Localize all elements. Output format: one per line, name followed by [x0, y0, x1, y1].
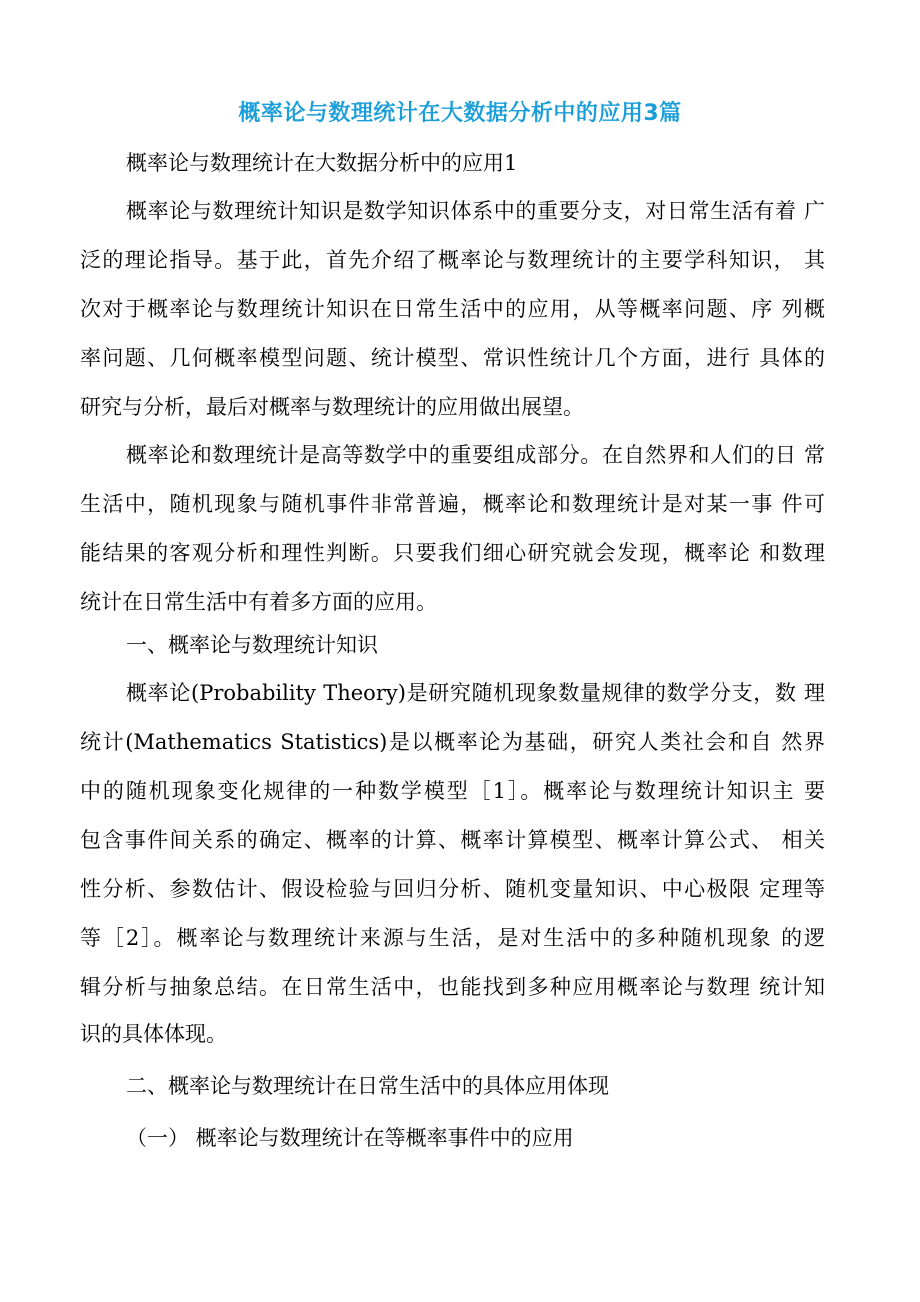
paragraph-line: 泛的理论指导。基于此，首先介绍了概率论与数理统计的主要学科知识， 其 [80, 248, 825, 272]
subtitle: 概率论与数理统计在大数据分析中的应用1 [126, 151, 518, 175]
subsection-heading: （一） 概率论与数理统计在等概率事件中的应用 [126, 1126, 574, 1150]
paragraph-line: 概率论(Probability Theory)是研究随机现象数量规律的数学分支，数 理 [126, 681, 825, 705]
paragraph-line: 研究与分析，最后对概率与数理统计的应用做出展望。 [80, 395, 584, 419]
paragraph-line: 等［2］。概率论与数理统计来源与生活，是对生活中的多种随机现象 的逻 [80, 926, 825, 950]
paragraph-line: 统计(Mathematics Statistics)是以概率论为基础，研究人类社会和自 然界 [80, 730, 825, 754]
paragraph-line: 包含事件间关系的确定、概率的计算、概率计算模型、概率计算公式、 相关 [80, 828, 825, 852]
paragraph-line: 概率论和数理统计是高等数学中的重要组成部分。在自然界和人们的日 常 [126, 443, 825, 467]
paragraph-line: 生活中，随机现象与随机事件非常普遍，概率论和数理统计是对某一事 件可 [80, 492, 825, 516]
paragraph-line: 概率论与数理统计知识是数学知识体系中的重要分支，对日常生活有着 广 [126, 199, 825, 223]
paragraph-line: 识的具体体现。 [80, 1022, 227, 1046]
paragraph-line: 辑分析与抽象总结。在日常生活中，也能找到多种应用概率论与数理 统计知 [80, 975, 825, 999]
section-heading: 一、概率论与数理统计知识 [126, 633, 378, 657]
paragraph-line: 中的随机现象变化规律的一种数学模型［1］。概率论与数理统计知识主 要 [80, 779, 825, 803]
paragraph-line: 次对于概率论与数理统计知识在日常生活中的应用，从等概率问题、序 列概 [80, 297, 825, 321]
section-heading: 二、概率论与数理统计在日常生活中的具体应用体现 [126, 1074, 609, 1098]
paragraph-line: 性分析、参数估计、假设检验与回归分析、随机变量知识、中心极限 定理等 [80, 877, 825, 901]
document-title: 概率论与数理统计在大数据分析中的应用3篇 [238, 101, 682, 126]
paragraph-line: 能结果的客观分析和理性判断。只要我们细心研究就会发现，概率论 和数理 [80, 541, 825, 565]
paragraph-line: 率问题、几何概率模型问题、统计模型、常识性统计几个方面，进行 具体的 [80, 346, 825, 370]
paragraph-line: 统计在日常生活中有着多方面的应用。 [80, 590, 437, 614]
